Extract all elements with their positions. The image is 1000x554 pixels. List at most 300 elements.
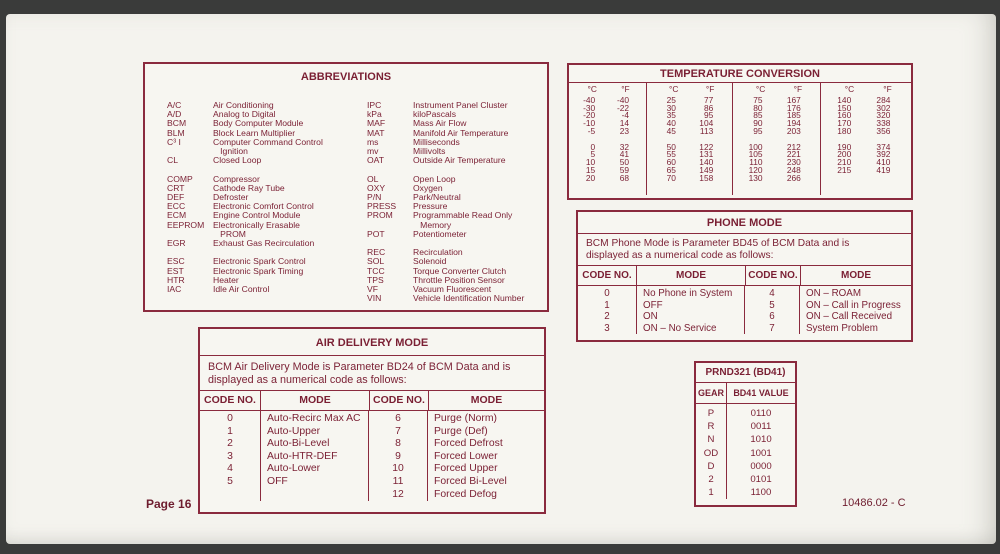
celsius-value: -20	[583, 110, 596, 121]
fahrenheit-label: °F	[621, 84, 630, 94]
abbreviation-meaning: Block Learn Multiplier	[213, 127, 296, 138]
abbreviation-term: TCC	[367, 265, 385, 276]
abbreviation-meaning: Analog to Digital	[213, 109, 276, 120]
temperature-row	[733, 136, 820, 144]
abbreviation-row	[167, 221, 367, 230]
prnd-header-gear: GEAR	[696, 383, 727, 403]
phone-code-value: 2	[604, 311, 610, 323]
abbreviation-term: MAF	[367, 118, 386, 129]
air-mode-column	[428, 411, 544, 501]
abbreviation-row	[367, 156, 547, 165]
fahrenheit-value: 374	[876, 141, 891, 152]
abbreviation-meaning: Outside Air Temperature	[413, 155, 506, 166]
fahrenheit-value: 185	[786, 110, 801, 121]
temperature-row	[733, 94, 820, 105]
temperature-column	[569, 83, 647, 195]
fahrenheit-value: 194	[786, 118, 801, 129]
temperature-row	[647, 164, 732, 175]
abbreviation-term: C³ I	[167, 136, 181, 147]
abbreviation-term: POT	[367, 228, 385, 239]
abbreviation-term: VIN	[367, 293, 382, 304]
abbreviations-right-column	[367, 101, 547, 303]
abbreviation-term: EST	[167, 265, 184, 276]
abbreviation-meaning: Throttle Position Sensor	[413, 274, 505, 285]
celsius-value: 160	[837, 110, 852, 121]
phone-header-code-1: CODE NO.	[578, 266, 637, 285]
phone-code-column	[745, 286, 800, 334]
abbreviation-meaning: Compressor	[213, 173, 260, 184]
abbreviation-meaning: Programmable Read Only	[413, 210, 513, 221]
abbreviation-meaning: Solenoid	[413, 256, 447, 267]
abbreviation-term: TPS	[367, 274, 384, 285]
air-mode-value: Auto-Bi-Level	[267, 438, 330, 450]
temperature-header-row	[647, 83, 732, 97]
abbreviation-term: IPC	[367, 100, 382, 110]
celsius-value: 70	[666, 172, 676, 183]
air-code-value: 7	[395, 425, 401, 437]
temperature-row	[647, 159, 732, 167]
air-code-value: 5	[227, 475, 233, 487]
air-header-mode-2: MODE	[470, 394, 503, 406]
fahrenheit-value	[851, 175, 890, 183]
phone-header-mode-1: MODE	[637, 266, 746, 285]
abbreviation-meaning: Millivolts	[413, 146, 446, 157]
phone-mode-value: ON – Call Received	[806, 311, 893, 323]
phone-code-column	[578, 286, 637, 334]
abbreviation-row	[367, 175, 547, 184]
phone-code-value: 7	[769, 322, 775, 334]
temperature-row	[569, 102, 646, 113]
air-mode-value: Purge (Def)	[434, 425, 488, 437]
temperature-row	[733, 125, 820, 136]
abbreviations-box	[143, 62, 549, 312]
fahrenheit-value: 122	[699, 141, 714, 152]
air-code-value: 11	[392, 475, 404, 487]
fahrenheit-value: 77	[703, 94, 714, 105]
fahrenheit-label: °F	[883, 84, 892, 94]
abbreviation-meaning: Vacuum Fluorescent	[413, 284, 492, 295]
abbreviation-meaning: Recirculation	[413, 247, 463, 258]
celsius-value: 150	[837, 102, 852, 113]
air-mode-value: Auto-Lower	[267, 463, 321, 475]
abbreviation-term: ms	[367, 136, 379, 147]
phone-header-code-2: CODE NO.	[746, 266, 801, 285]
fahrenheit-value: -4	[621, 110, 630, 121]
abbreviation-meaning: Milliseconds	[413, 136, 460, 147]
fahrenheit-value: 140	[699, 157, 714, 168]
prnd-gear: OD	[703, 447, 719, 459]
prnd-gear: N	[707, 434, 715, 446]
celsius-value: 110	[749, 157, 763, 168]
celsius-label: °C	[587, 84, 597, 94]
temperature-row	[647, 120, 732, 128]
temperature-row	[733, 151, 820, 159]
celsius-value: 210	[837, 157, 852, 168]
abbreviation-meaning: Computer Command Control	[213, 136, 323, 147]
abbreviation-row	[167, 138, 367, 147]
abbreviation-meaning: Torque Converter Clutch	[413, 265, 507, 276]
phone-header-mode-2: MODE	[841, 270, 871, 281]
prnd-table	[696, 404, 795, 499]
phone-mode-value: ON	[643, 311, 658, 323]
abbreviation-term: OL	[367, 173, 379, 184]
temperature-row	[821, 175, 910, 183]
abbreviation-term: REC	[367, 247, 386, 258]
abbreviation-meaning: Electronic Comfort Control	[213, 201, 314, 212]
fahrenheit-value: 221	[786, 149, 801, 160]
air-code-value: 8	[395, 438, 401, 450]
celsius-value: 35	[666, 110, 676, 121]
phone-mode-column	[800, 286, 911, 334]
air-mode-value: Forced Lower	[434, 450, 498, 462]
temperature-header-row	[569, 83, 646, 97]
celsius-label: °C	[755, 84, 766, 94]
temperature-row	[733, 172, 820, 183]
abbreviation-meaning: Closed Loop	[213, 155, 262, 166]
abbreviation-term: ECM	[167, 210, 187, 221]
fahrenheit-value: 248	[786, 164, 801, 175]
fahrenheit-value: 419	[876, 164, 891, 175]
air-code-value: 2	[227, 438, 233, 450]
abbreviation-meaning: Defroster	[213, 192, 249, 203]
abbreviation-term: CL	[167, 155, 178, 166]
temperature-row	[733, 164, 820, 175]
abbreviation-term: BCM	[167, 118, 187, 129]
temperature-row	[821, 151, 910, 159]
phone-mode-value: ON – ROAM	[806, 288, 861, 299]
fahrenheit-value: 266	[786, 172, 801, 183]
abbreviation-term: A/D	[167, 109, 182, 120]
fahrenheit-value: 203	[786, 125, 801, 136]
air-header-code-1: CODE NO.	[200, 391, 261, 410]
air-header-mode-1: MODE	[261, 391, 370, 410]
phone-mode-value: No Phone in System	[643, 288, 733, 299]
abbreviations-title: ABBREVIATIONS	[300, 71, 392, 83]
temperature-row	[821, 94, 910, 105]
abbreviation-meaning: Cathode Ray Tube	[213, 182, 285, 193]
air-code-value: 3	[227, 450, 233, 462]
air-code-value: 12	[392, 488, 404, 500]
air-intro-line-2: displayed as a numerical code as follows:	[208, 373, 407, 386]
air-code-value: 0	[227, 413, 233, 424]
phone-header-row	[578, 265, 911, 286]
celsius-value: 105	[748, 149, 763, 160]
prnd-gear: 1	[708, 487, 714, 499]
abbreviation-meaning: Engine Control Module	[213, 210, 301, 221]
page-number: Page 16	[146, 497, 192, 511]
fahrenheit-value: 158	[699, 172, 714, 183]
temperature-row	[821, 159, 910, 167]
air-header-code-2: CODE NO.	[370, 391, 429, 410]
abbreviation-row	[367, 211, 547, 220]
fahrenheit-value: 302	[876, 102, 891, 113]
phone-table	[578, 286, 911, 334]
temperature-row	[821, 164, 910, 175]
celsius-value: 180	[837, 125, 852, 136]
celsius-value: 40	[666, 118, 676, 129]
abbreviation-meaning: Exhaust Gas Recirculation	[213, 238, 315, 249]
fahrenheit-value: 356	[876, 125, 891, 136]
temperature-header-row	[733, 83, 820, 97]
celsius-value: 10	[585, 157, 596, 168]
abbreviations-left-column	[167, 101, 367, 303]
fahrenheit-value: 131	[699, 149, 714, 160]
celsius-value: 200	[837, 149, 852, 160]
temperature-column	[647, 83, 733, 195]
fahrenheit-value: 176	[786, 102, 801, 113]
fahrenheit-value: 32	[619, 141, 630, 152]
abbreviation-term: mv	[367, 146, 379, 157]
air-code-column	[200, 411, 261, 501]
abbreviation-term: OAT	[367, 155, 385, 166]
air-header-row	[200, 390, 544, 411]
abbreviation-term: MAT	[367, 127, 385, 138]
abbreviation-meaning: Air Conditioning	[213, 100, 274, 110]
phone-mode-value: ON – Call in Progress	[806, 299, 901, 311]
temperature-row	[569, 141, 646, 152]
phone-mode-value: System Problem	[806, 322, 878, 334]
celsius-value: 170	[837, 118, 852, 129]
prnd-value: 1100	[750, 487, 772, 499]
abbreviation-term: PRESS	[367, 201, 397, 212]
phone-mode-value: OFF	[643, 299, 663, 311]
fahrenheit-value: 68	[619, 172, 630, 183]
abbreviation-row	[167, 184, 367, 193]
abbreviation-meaning: Park/Neutral	[413, 192, 461, 203]
temperature-row	[569, 159, 646, 167]
abbreviation-term: BLM	[167, 127, 185, 138]
abbreviation-term: EGR	[167, 238, 186, 249]
fahrenheit-value: 212	[786, 141, 801, 152]
celsius-value: 5	[590, 149, 596, 160]
abbreviation-term: ESC	[167, 256, 185, 267]
abbreviation-term: COMP	[167, 173, 193, 184]
abbreviation-term: kPa	[367, 109, 382, 120]
abbreviation-term: IAC	[167, 284, 182, 295]
temperature-row	[569, 151, 646, 159]
abbreviation-row	[367, 248, 547, 257]
air-mode-value: Forced Defrost	[434, 438, 503, 450]
abbreviation-meaning: Manifold Air Temperature	[413, 127, 509, 138]
fahrenheit-value: 59	[619, 164, 630, 175]
celsius-value: 120	[748, 164, 763, 175]
abbreviation-term: ECC	[167, 201, 186, 212]
abbreviation-meaning: Vehicle Identification Number	[413, 293, 525, 304]
temperature-row	[647, 141, 732, 152]
celsius-value: 20	[585, 172, 596, 183]
temperature-row	[647, 136, 732, 144]
phone-code-value: 6	[769, 311, 775, 323]
temperature-row	[821, 112, 910, 120]
temperature-row	[821, 102, 910, 113]
phone-code-value: 1	[604, 299, 610, 311]
air-mode-value: OFF	[267, 475, 288, 487]
prnd-value-column	[727, 404, 795, 499]
prnd-gear: R	[707, 421, 715, 433]
temperature-row	[733, 112, 820, 120]
abbreviation-meaning: Mass Air Flow	[413, 118, 467, 129]
abbreviation-meaning: Electronic Spark Control	[213, 256, 306, 267]
fahrenheit-value: 392	[876, 149, 891, 160]
prnd-title: PRND321 (BD41)	[696, 363, 795, 383]
temperature-column	[821, 83, 910, 195]
prnd-value: 0101	[750, 474, 772, 486]
temperature-row	[821, 136, 910, 144]
abbreviation-row	[367, 101, 547, 110]
air-mode-value: Forced Bi-Level	[434, 475, 507, 487]
temperature-row	[569, 136, 646, 144]
celsius-value: 80	[753, 102, 763, 113]
prnd-box	[694, 361, 797, 507]
abbreviation-term: SOL	[367, 256, 385, 267]
phone-code-value: 3	[604, 322, 610, 334]
temperature-row	[569, 125, 646, 136]
abbreviation-term: PROM	[367, 210, 393, 221]
phone-mode-value: ON – No Service	[643, 322, 717, 334]
prnd-value: 0110	[750, 408, 772, 419]
air-code-column	[369, 411, 428, 501]
celsius-value: 60	[666, 157, 676, 168]
celsius-value: 190	[837, 141, 852, 152]
prnd-gear: P	[707, 408, 715, 419]
temperature-row	[733, 102, 820, 113]
prnd-header-row	[696, 383, 795, 404]
fahrenheit-value: 230	[786, 157, 801, 168]
abbreviation-term: DEF	[167, 192, 185, 203]
prnd-value: 1001	[750, 447, 772, 459]
prnd-value: 0000	[750, 460, 772, 472]
abbreviation-meaning: kiloPascals	[413, 109, 456, 120]
air-mode-value: Purge (Norm)	[434, 413, 497, 424]
fahrenheit-label: °F	[705, 84, 715, 94]
temperature-row	[647, 112, 732, 120]
temperature-table	[569, 83, 911, 195]
air-mode-value: Auto-HTR-DEF	[267, 450, 338, 462]
air-mode-value: Forced Upper	[434, 463, 498, 475]
abbreviation-row	[167, 147, 367, 156]
abbreviation-term: EEPROM	[167, 219, 205, 230]
temperature-row	[821, 125, 910, 136]
fahrenheit-value: 284	[876, 94, 891, 105]
celsius-label: °C	[668, 84, 679, 94]
celsius-value: 15	[585, 164, 596, 175]
air-mode-value: Auto-Upper	[267, 425, 321, 437]
fahrenheit-value: 50	[619, 157, 630, 168]
celsius-label: °C	[844, 84, 855, 94]
abbreviation-row	[167, 267, 367, 276]
fahrenheit-value: 95	[703, 110, 714, 121]
abbreviation-meaning: Heater	[213, 274, 239, 285]
air-title: AIR DELIVERY MODE	[200, 329, 544, 356]
temperature-row	[647, 102, 732, 113]
temperature-conversion-box	[567, 63, 913, 200]
temperature-row	[733, 159, 820, 167]
fahrenheit-value: -22	[616, 102, 630, 113]
fahrenheit-value: -40	[616, 94, 630, 105]
abbreviation-meaning: Body Computer Module	[213, 118, 304, 129]
phone-intro-line-1: BCM Phone Mode is Parameter BD45 of BCM Data and is	[586, 238, 850, 249]
abbreviation-row	[167, 285, 367, 294]
fahrenheit-value: 86	[703, 102, 714, 113]
temperature-row	[569, 112, 646, 120]
air-mode-column	[261, 411, 369, 501]
celsius-value: 215	[837, 164, 852, 175]
celsius-value: 130	[748, 172, 763, 183]
celsius-value: 30	[666, 102, 676, 113]
celsius-value: 65	[666, 164, 676, 175]
temperature-row	[569, 164, 646, 175]
temperature-row	[569, 120, 646, 128]
document-number: 10486.02 - C	[842, 497, 906, 509]
temperature-row	[647, 151, 732, 159]
temperature-row	[569, 172, 646, 183]
abbreviation-meaning: Instrument Panel Cluster	[413, 100, 508, 110]
temperature-column	[733, 83, 821, 195]
air-mode-value: Forced Defog	[434, 488, 497, 500]
celsius-value: 55	[666, 149, 676, 160]
fahrenheit-value: 23	[619, 125, 630, 136]
fahrenheit-value: 167	[786, 94, 801, 105]
abbreviation-meaning: Electronically Erasable	[213, 219, 300, 230]
prnd-gear: D	[707, 460, 715, 472]
abbreviation-row	[367, 165, 547, 174]
air-delivery-box	[198, 327, 546, 514]
abbreviation-meaning: Ignition	[213, 146, 248, 157]
fahrenheit-value: 41	[619, 149, 630, 160]
temperature-row	[569, 94, 646, 105]
phone-code-value: 5	[769, 299, 775, 311]
celsius-value: -10	[583, 118, 596, 129]
air-intro-line-1: BCM Air Delivery Mode is Parameter BD24 of BCM Data and is	[208, 361, 511, 373]
temperature-row	[821, 141, 910, 152]
fahrenheit-value: 320	[876, 110, 891, 121]
phone-title: PHONE MODE	[578, 212, 911, 234]
temperature-row	[647, 125, 732, 136]
abbreviation-meaning: Pressure	[413, 201, 448, 212]
phone-mode-column	[637, 286, 745, 334]
temperature-row	[733, 141, 820, 152]
celsius-value: -30	[583, 102, 596, 113]
abbreviation-row	[367, 138, 547, 147]
celsius-value: 90	[753, 118, 763, 129]
abbreviation-meaning: Potentiometer	[413, 228, 467, 239]
celsius-value: 45	[666, 125, 676, 136]
prnd-gear-column	[696, 404, 727, 499]
temperature-row	[647, 94, 732, 105]
temperature-row	[733, 120, 820, 128]
temperature-title: TEMPERATURE CONVERSION	[569, 65, 911, 83]
prnd-value: 1010	[750, 434, 772, 446]
celsius-value: -40	[583, 94, 596, 105]
prnd-value: 0011	[750, 421, 772, 433]
celsius-value: -5	[587, 125, 596, 136]
celsius-value: 75	[753, 94, 763, 105]
celsius-value: 50	[666, 141, 676, 152]
abbreviation-row	[167, 156, 367, 165]
abbreviation-meaning: Open Loop	[413, 173, 456, 184]
fahrenheit-value: 113	[699, 125, 714, 136]
air-table	[200, 411, 544, 501]
celsius-value: 85	[753, 110, 763, 121]
abbreviation-meaning: Electronic Spark Timing	[213, 265, 304, 276]
air-code-value: 10	[392, 463, 404, 475]
celsius-value: 140	[837, 94, 852, 105]
abbreviation-meaning: Memory	[413, 219, 452, 230]
fahrenheit-value: 149	[699, 164, 714, 175]
fahrenheit-value: 338	[876, 118, 891, 129]
abbreviation-meaning: PROM	[213, 228, 246, 239]
abbreviation-row	[367, 294, 547, 303]
